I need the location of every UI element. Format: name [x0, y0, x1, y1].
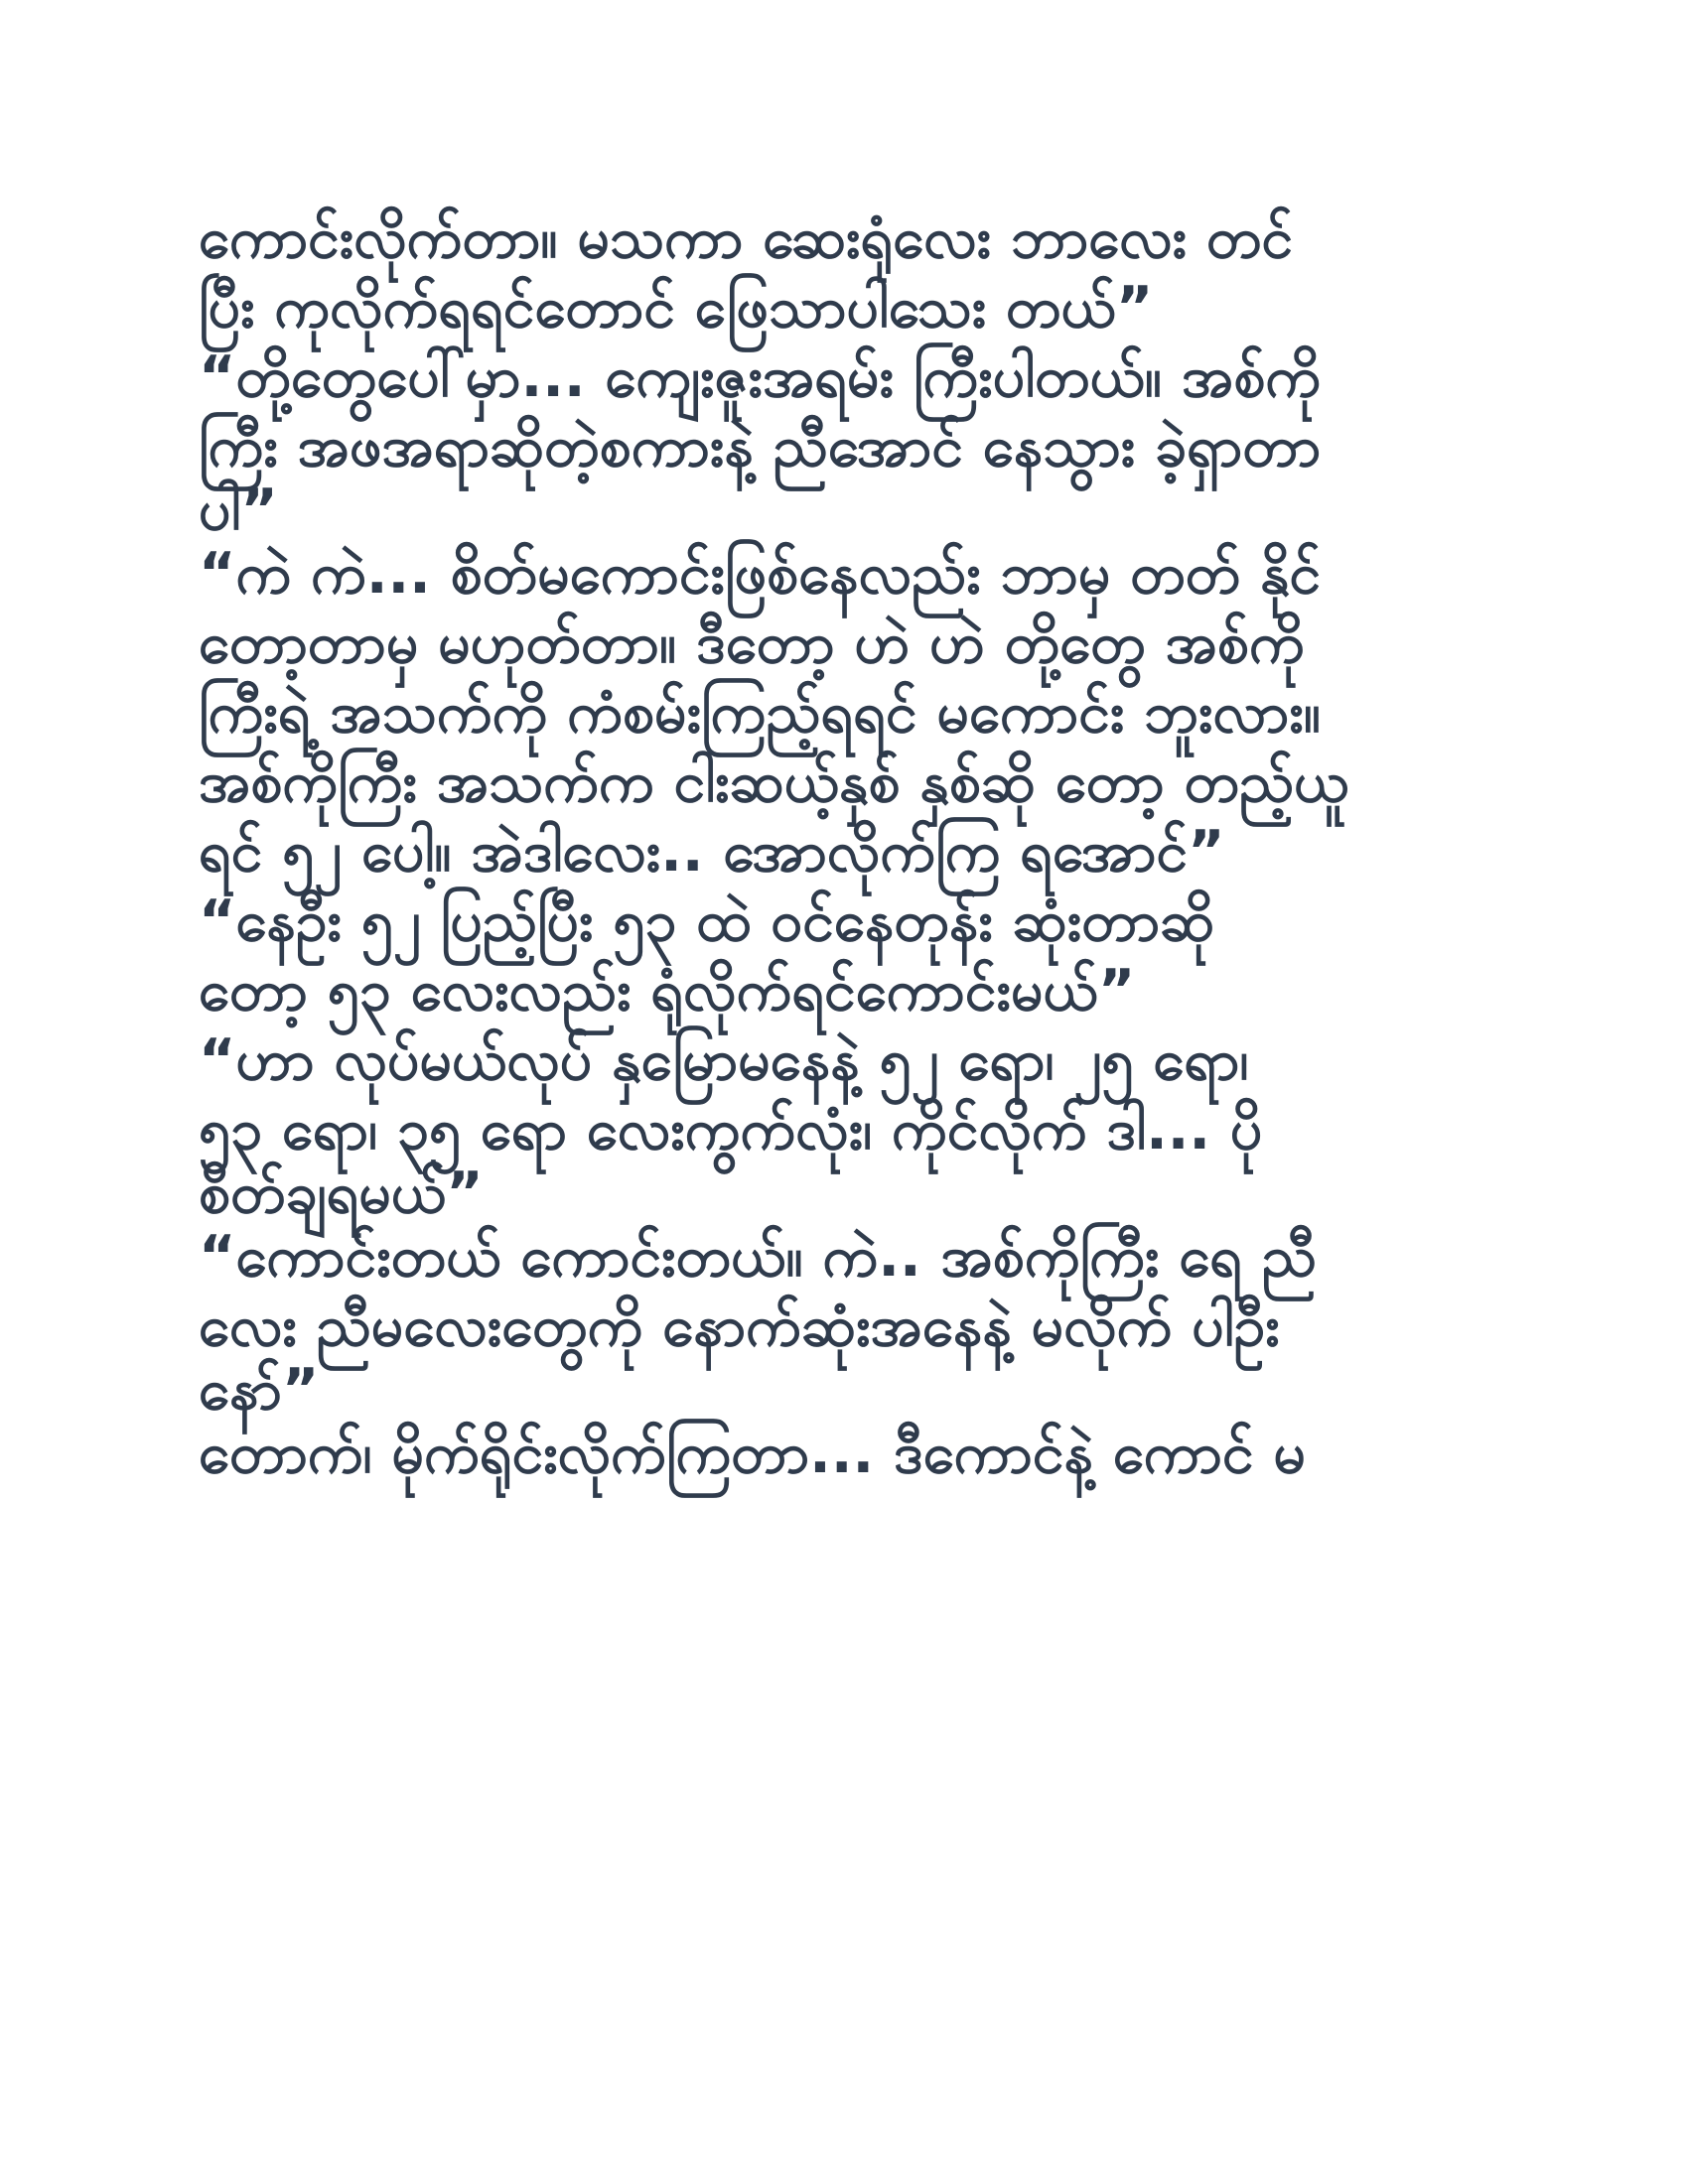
text-line: ကြီး အဖအရာဆိုတဲ့စကားနဲ့ ညီအောင် နေသွား ခဲ့ရှာတာ	[199, 414, 1322, 479]
text-line: “ဟာ လုပ်မယ်လုပ် နှမြောမနေနဲ့ ၅၂ ရော၊ ၂၅ ရော၊	[199, 1027, 1249, 1093]
text-line: တော့ ၅၃ လေးလည်း ရုံလိုက်ရင်ကောင်းမယ်”	[199, 958, 1136, 1024]
text-line: ၅၃ ရော၊ ၃၅ ရော လေးကွက်လုံး၊ ကိုင်လိုက် ဒါ... ပို	[199, 1097, 1263, 1162]
text-line: လေး ညီမလေးတွေကို နောက်ဆုံးအနေနဲ့ မလိုက် ပါဦး	[199, 1294, 1280, 1359]
text-line: တော့တာမှ မဟုတ်တာ။ ဒီတော့ ဟဲ ဟဲ တို့တွေ အစ်ကို	[199, 611, 1305, 676]
text-line: တောက်၊ မိုက်ရိုင်းလိုက်ကြတာ... ဒီကောင်နဲ့ ကောင် မ	[199, 1421, 1307, 1486]
text-line: အစ်ကိုကြီး အသက်က ငါးဆယ့်နှစ် နှစ်ဆို တော့ တည့်ယူ	[199, 750, 1349, 815]
text-line: ကြီးရဲ့ အသက်ကို ကံစမ်းကြည့်ရရင် မကောင်း ဘူးလား။	[199, 680, 1322, 746]
body-text	[199, 204, 1479, 1488]
text-line: စိတ်ချရမယ်”	[199, 1160, 484, 1226]
text-line: ကောင်းလိုက်တာ။ မသကာ ဆေးရုံလေး ဘာလေး တင်	[199, 205, 1294, 271]
text-line: ပါ”	[199, 478, 278, 543]
text-line: နော်”	[199, 1357, 320, 1423]
text-line: ပြီး ကုလိုက်ရရင်တောင် ဖြေသာပါသေး တယ်”	[199, 275, 1154, 341]
text-line: “တို့တွေပေါ်မှာ... ကျေးဇူးအရမ်း ကြီးပါတယ်။ အစ်ကို	[199, 344, 1322, 410]
text-line: “ကဲ ကဲ... စိတ်မကောင်းဖြစ်နေလည်း ဘာမှ တတ် နိုင်	[199, 541, 1322, 607]
text-line: ရင် ၅၂ ပေါ့။ အဲဒါလေး.. အောလိုက်ကြ ရအောင်”	[199, 819, 1225, 885]
text-line: “ကောင်းတယ် ကောင်းတယ်။ ကဲ.. အစ်ကိုကြီး ရေ ညီ	[199, 1224, 1317, 1290]
text-line: “နေဦး ၅၂ ပြည့်ပြီး ၅၃ ထဲ ဝင်နေတုန်း ဆုံးတာဆို	[199, 888, 1215, 954]
